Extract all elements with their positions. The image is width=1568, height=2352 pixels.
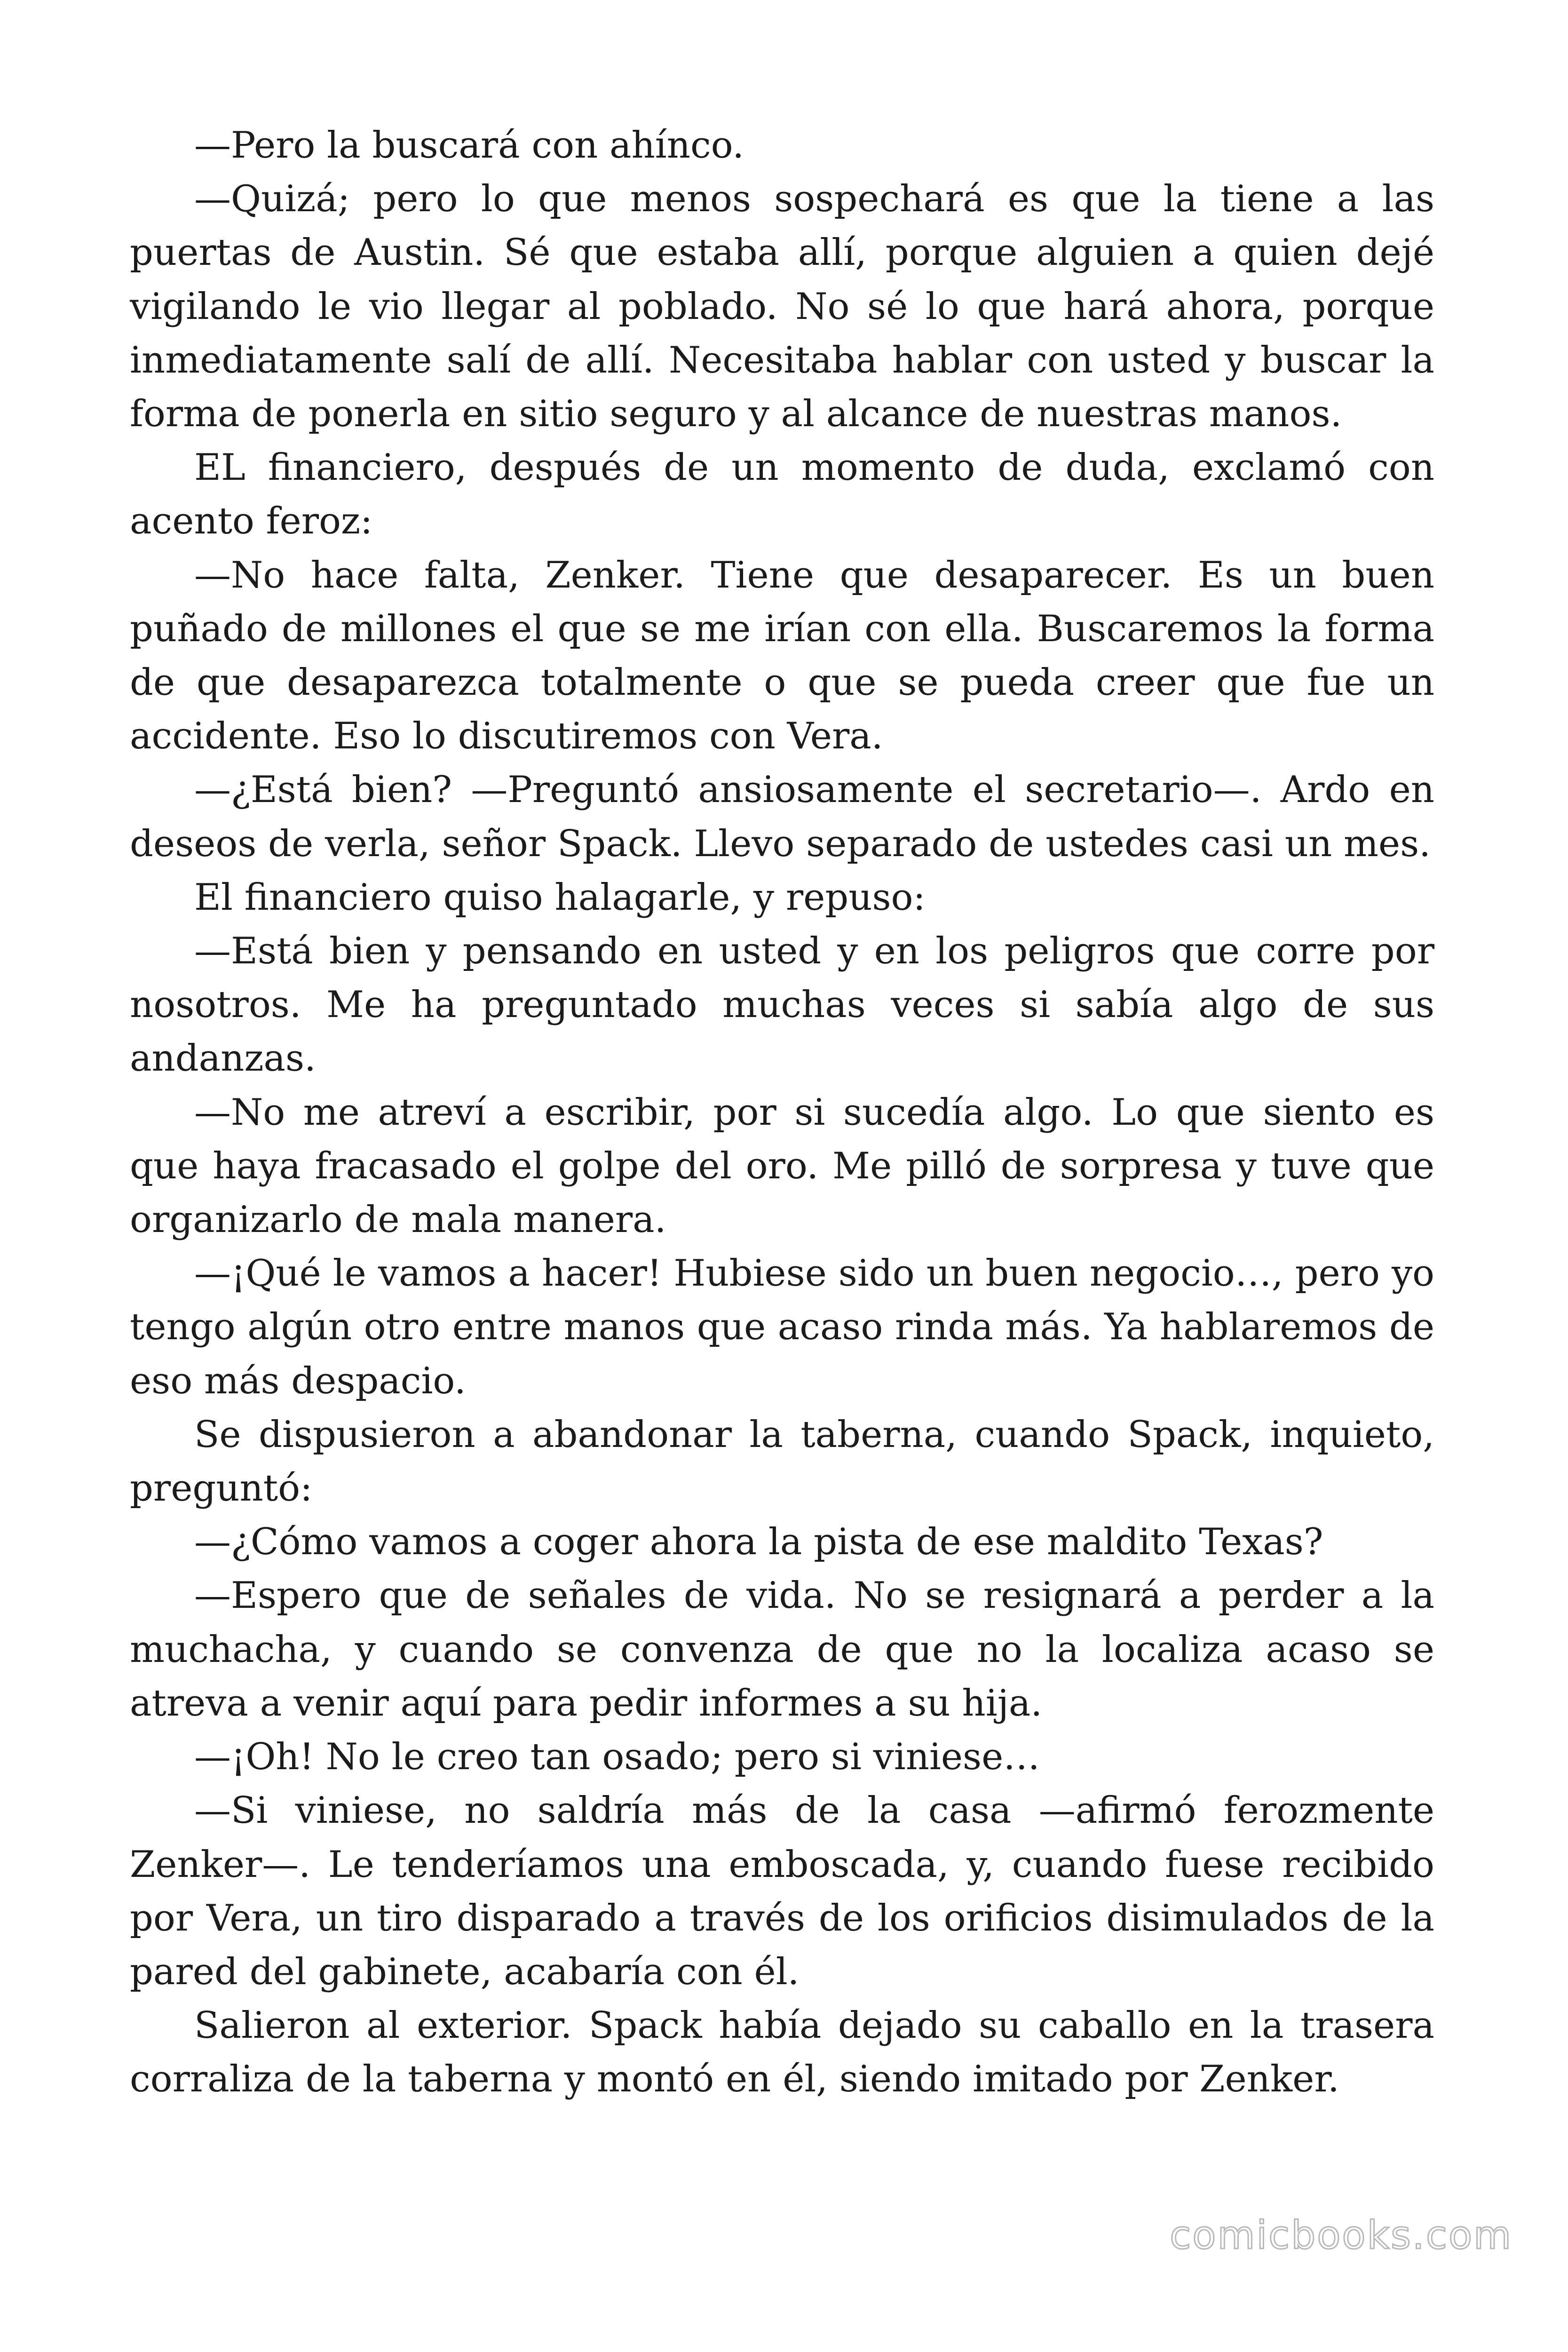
paragraph-3: EL financiero, después de un momento de duda, exclamó con acento feroz: — [130, 446, 1434, 543]
body-text — [130, 119, 1434, 2106]
paragraph-6: El financiero quiso halagarle, y repuso: — [194, 876, 926, 919]
paragraph-4: —No hace falta, Zenker. Tiene que desaparecer. Es un buen puñado de millones el que se me irían con ella. Buscaremos la forma de que desaparezca totalmente o que se pueda creer que fue un accidente. Eso lo discutiremos con Vera. — [130, 554, 1434, 758]
paragraph-5: —¿Está bien? —Preguntó ansiosamente el secretario—. Ardo en deseos de verla, señor Spack. Llevo separado de ustedes casi un mes. — [130, 769, 1434, 865]
paragraph-12: —Espero que de señales de vida. No se resignará a perder a la muchacha, y cuando se convenza de que no la localiza acaso se atreva a venir aquí para pedir informes a su hija. — [130, 1574, 1434, 1724]
watermark: comicbooks.com — [1170, 2213, 1513, 2258]
paragraph-9: —¡Qué le vamos a hacer! Hubiese sido un buen negocio…, pero yo tengo algún otro entre manos que acaso rinda más. Ya hablaremos de eso más despacio. — [130, 1252, 1434, 1402]
paragraph-7: —Está bien y pensando en usted y en los peligros que corre por nosotros. Me ha preguntado muchas veces si sabía algo de sus andanzas. — [130, 930, 1434, 1080]
paragraph-1: —Pero la buscará con ahínco. — [194, 124, 744, 167]
paragraph-2: —Quizá; pero lo que menos sospechará es que la tiene a las puertas de Austin. Sé que estaba allí, porque alguien a quien dejé vigilando le vio llegar al poblado. No sé lo que hará ahora, porque inmediatamente salí de allí. Necesitaba hablar con usted y buscar la forma de ponerla en sitio seguro y al alcance de nuestras manos. — [130, 178, 1434, 436]
paragraph-10: Se dispusieron a abandonar la taberna, cuando Spack, inquieto, preguntó: — [130, 1413, 1434, 1510]
paragraph-13: —¡Oh! No le creo tan osado; pero si viniese… — [194, 1736, 1040, 1779]
paragraph-15: Salieron al exterior. Spack había dejado su caballo en la trasera corraliza de la taberna y montó en él, siendo imitado por Zenker. — [130, 2004, 1434, 2101]
paragraph-8: —No me atreví a escribir, por si sucedía algo. Lo que siento es que haya fracasado el golpe del oro. Me pilló de sorpresa y tuve que organizarlo de mala manera. — [130, 1091, 1434, 1241]
paragraph-11: —¿Cómo vamos a coger ahora la pista de ese maldito Texas? — [194, 1521, 1323, 1564]
paragraph-14: —Si viniese, no saldría más de la casa —afirmó ferozmente Zenker—. Le tenderíamos una emboscada, y, cuando fuese recibido por Vera, un tiro disparado a través de los orificios disimulados de la pared del gabinete, acabaría con él. — [130, 1789, 1434, 1993]
